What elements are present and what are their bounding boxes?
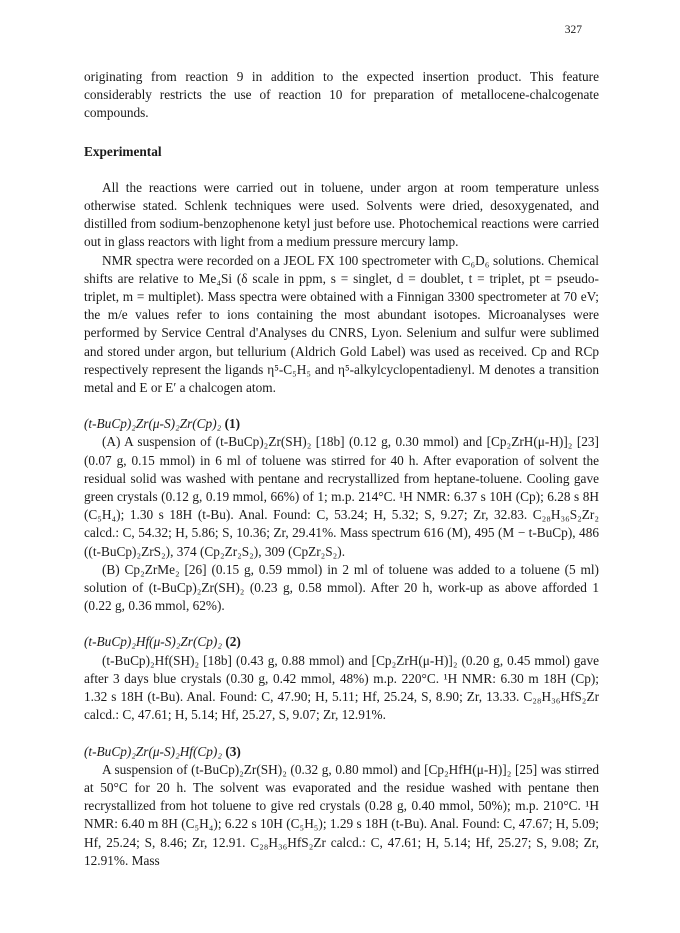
compound-heading [84,415,599,433]
text-column [84,68,599,870]
compound-paragraph: (B) Cp₂ZrMe₂ [26] (0.15 g, 0.59 mmol) in 2 ml of toluene was added to a toluene (5 ml) solution of (t-BuCp)₂Zr(SH)₂ (0.23 g, 0.58 mmol). After 20 h, work-up as above afforded 1 (0.22 g, 0.36 mmol, 62%). [84,561,599,614]
section-heading: Experimental [84,143,162,159]
compound-title: (t-BuCp)₂Hf(μ-S)₂Zr(Cp)₂ [84,634,222,650]
compound-paragraph: (t-BuCp)₂Hf(SH)₂ [18b] (0.43 g, 0.88 mmol) and [Cp₂ZrH(μ-H)]₂ (0.20 g, 0.45 mmol) gave after 3 days blue crystals (0.30 g, 0.42 mmol, 48%) m.p. 220°C. ¹H NMR: 6.30 m 18H (Cp); 1.32 s 18H (t-Bu). Anal. Found: C, 47.90; H, 5.11; Hf, 25.24, S, 8.90; Zr, 13.33. C₂₈H₃₆HfS₂Zr calcd.: C, 47.61; H, 5.14; Hf, 25.27, S, 9.07; Zr, 12.91%. [84,652,599,723]
compound-number: (3) [225,743,241,759]
compound-paragraph: (A) A suspension of (t-BuCp)₂Zr(SH)₂ [18b] (0.12 g, 0.30 mmol) and [Cp₂ZrH(μ-H)]₂ [23] (0.07 g, 0.15 mmol) in 6 ml of toluene was stirred for 40 h. After evaporation of solvent the residual solid was washed with pentane and recrystallized from heptane-toluene. Cooling gave green crystals (0.12 g, 0.19 mmol, 66%) of 1; m.p. 214°C. ¹H NMR: 6.37 s 10H (Cp); 6.28 s 8H (C₅H₄); 1.30 s 18H (t-Bu). Anal. Found: C, 53.24; H, 5.32; S, 9.27; Zr, 32.83. C₂₈H₃₆S₂Zr₂ calcd.: C, 54.32; H, 5.86; S, 10.36; Zr, 29.41%. Mass spectrum 616 (M), 495 (M − t-BuCp), 486 ((t-BuCp)₂ZrS₂), 374 (Cp₂Zr₂S₂), 309 (CpZr₂S₂). [84,434,599,559]
compound-number: (2) [225,634,241,650]
compound-title: (t-BuCp)₂Zr(μ-S)₂Hf(Cp)₂ [84,743,222,759]
body-paragraph: NMR spectra were recorded on a JEOL FX 100 spectrometer with C₆D₆ solutions. Chemical shifts are relative to Me₄Si (δ scale in ppm, s = singlet, d = doublet, t = triplet, pt = pseudo-triplet, m = multiplet). Mass spectra were obtained with a Finnigan 3300 spectrometer at 70 eV; the m/e values refer to ions containing the most abundant isotopes. Microanalyses were performed by Service Central d'Analyses du CNRS, Lyon. Selenium and sulfur were sublimed and stored under argon, but tellurium (Aldrich Gold Label) was used as received. Cp and RCp respectively represent the ligands η⁵-C₅H₅ and η⁵-alkylcyclopentadienyl. M denotes a transition metal and E or E′ a chalcogen atom. [84,252,599,396]
compound-heading [84,633,599,651]
intro-paragraph: originating from reaction 9 in addition to the expected insertion product. This feature considerably restricts the use of reaction 10 for preparation of metallocene-chalcogenate compounds. [84,69,599,121]
compound-title: (t-BuCp)₂Zr(μ-S)₂Zr(Cp)₂ [84,416,222,432]
compound-number: (1) [224,416,241,432]
compound-paragraph: A suspension of (t-BuCp)₂Zr(SH)₂ (0.32 g, 0.80 mmol) and [Cp₂HfH(μ-H)]₂ [25] was stirred at 50°C for 20 h. The solvent was evaporated and the residue washed with pentane then recrystallized from hot toluene to give red crystals (0.28 g, 0.40 mmol, 50%); m.p. 210°C. ¹H NMR: 6.40 m 8H (C₅H₄); 6.22 s 10H (C₅H₅); 1.29 s 18H (t-Bu). Anal. Found: C, 47.67; H, 5.09; Hf, 25.24; S, 8.46; Zr, 12.91. C₂₈H₃₆HfS₂Zr calcd.: C, 47.61; H, 5.14; Hf, 25.27; S, 9.08; Zr, 12.91%. Mass [84,761,599,868]
compound-heading [84,743,599,761]
page-number: 327 [564,24,582,36]
body-paragraph: All the reactions were carried out in toluene, under argon at room temperature unless otherwise stated. Schlenk techniques were used. Solvents were dried, desoxygenated, and distilled from sodium-benzophenone ketyl just before use. Photochemical reactions were carried out in glass reactors with light from a medium pressure mercury lamp. [84,179,599,250]
